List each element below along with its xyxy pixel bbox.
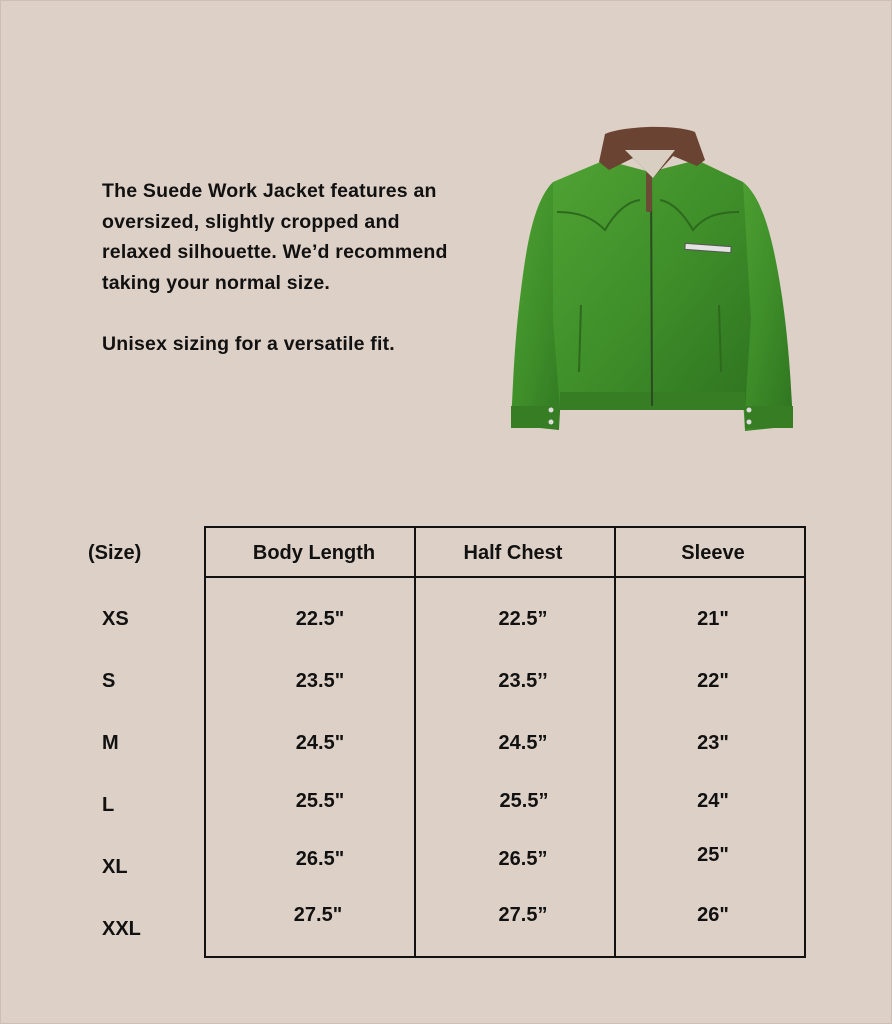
half-chest-xxl: 27.5” bbox=[498, 904, 548, 926]
body-length-xl: 26.5" bbox=[295, 848, 345, 870]
column-divider bbox=[614, 528, 616, 956]
header-half-chest: Half Chest bbox=[463, 542, 563, 564]
sleeve-xxl: 26" bbox=[697, 904, 729, 926]
half-chest-l: 25.5” bbox=[499, 790, 549, 812]
size-label-xl: XL bbox=[102, 856, 128, 878]
half-chest-s: 23.5’’ bbox=[498, 670, 548, 692]
half-chest-m: 24.5” bbox=[498, 732, 548, 754]
description-paragraph-fit: The Suede Work Jacket features an oversized, slightly cropped and relaxed silhouette. We’d recommend taking your normal size. bbox=[102, 180, 448, 294]
sleeve-s: 22" bbox=[697, 670, 729, 692]
green-suede-jacket-image bbox=[505, 120, 800, 435]
body-length-s: 23.5" bbox=[295, 670, 345, 692]
sleeve-l: 24" bbox=[697, 790, 729, 812]
half-chest-xl: 26.5” bbox=[498, 848, 548, 870]
body-length-xxl: 27.5" bbox=[293, 904, 343, 926]
product-description bbox=[102, 176, 462, 360]
sleeve-xl: 25" bbox=[697, 844, 729, 866]
size-column-header: (Size) bbox=[88, 542, 142, 564]
description-paragraph-unisex: Unisex sizing for a versatile fit. bbox=[102, 333, 395, 355]
size-label-s: S bbox=[102, 670, 116, 692]
size-label-xs: XS bbox=[102, 608, 129, 630]
body-length-m: 24.5" bbox=[295, 732, 345, 754]
sleeve-m: 23" bbox=[697, 732, 729, 754]
size-label-l: L bbox=[102, 794, 115, 816]
size-label-m: M bbox=[102, 732, 119, 754]
sleeve-xs: 21" bbox=[697, 608, 729, 630]
half-chest-xs: 22.5” bbox=[498, 608, 548, 630]
size-label-xxl: XXL bbox=[102, 918, 141, 940]
header-sleeve: Sleeve bbox=[681, 542, 745, 564]
body-length-xs: 22.5" bbox=[295, 608, 345, 630]
body-length-l: 25.5" bbox=[295, 790, 345, 812]
header-body-length: Body Length bbox=[252, 542, 376, 564]
header-divider bbox=[206, 576, 804, 578]
column-divider bbox=[414, 528, 416, 956]
